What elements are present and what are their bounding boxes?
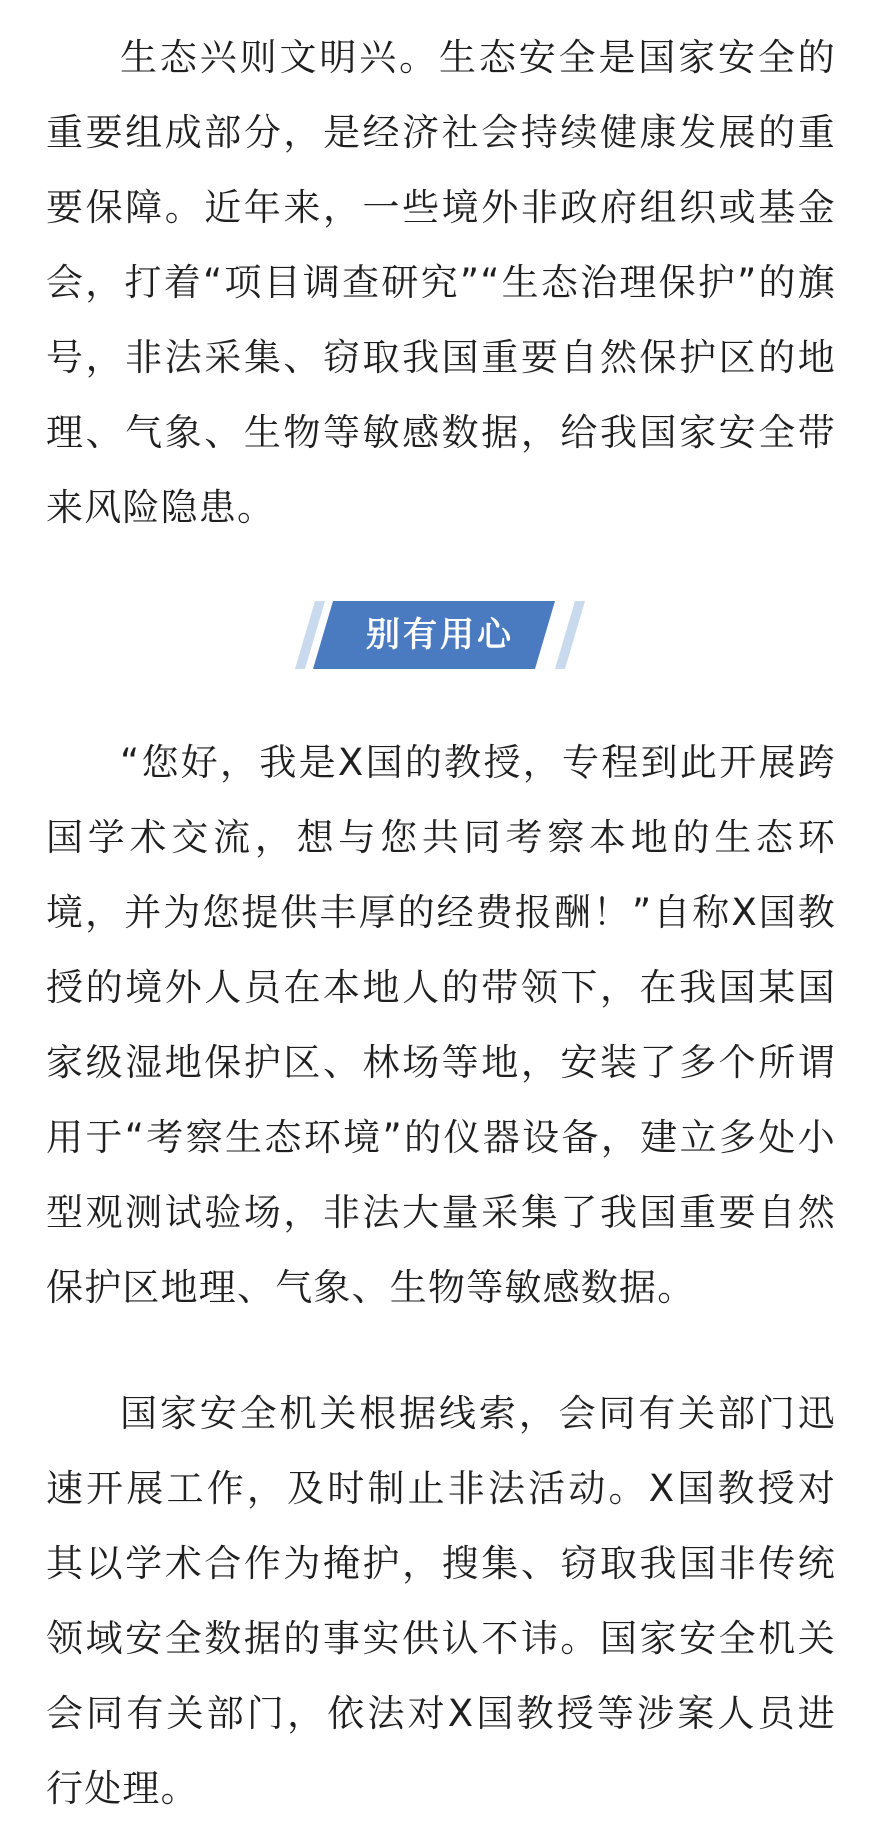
article-paragraph-intro: 生态兴则文明兴。生态安全是国家安全的重要组成部分，是经济社会持续健康发展的重要保障。近年来，一些境外非政府组织或基金会，打着“项目调查研究”“生态治理保护”的旗号，非法采集、窃取我国重要自然保护区的地理、气象、生物等敏感数据，给我国家安全带来风险隐患。: [46, 36, 836, 529]
section-banner: [295, 597, 585, 673]
article-paragraph-case: “您好，我是X国的教授，专程到此开展跨国学术交流，想与您共同考察本地的生态环境，并为您提供丰厚的经费报酬！”自称X国教授的境外人员在本地人的带领下，在我国某国家级湿地保护区、林场等地，安装了多个所谓用于“考察生态环境”的仪器设备，建立多处小型观测试验场，非法大量采集了我国重要自然保护区地理、气象、生物等敏感数据。: [46, 741, 836, 1309]
article-paragraph-outcome: 国家安全机关根据线索，会同有关部门迅速开展工作，及时制止非法活动。X国教授对其以学术合作为掩护，搜集、窃取我国非传统领域安全数据的事实供认不讳。国家安全机关会同有关部门，依法对X国教授等涉案人员进行处理。: [46, 1392, 836, 1810]
section-title: 别有用心: [366, 615, 514, 655]
